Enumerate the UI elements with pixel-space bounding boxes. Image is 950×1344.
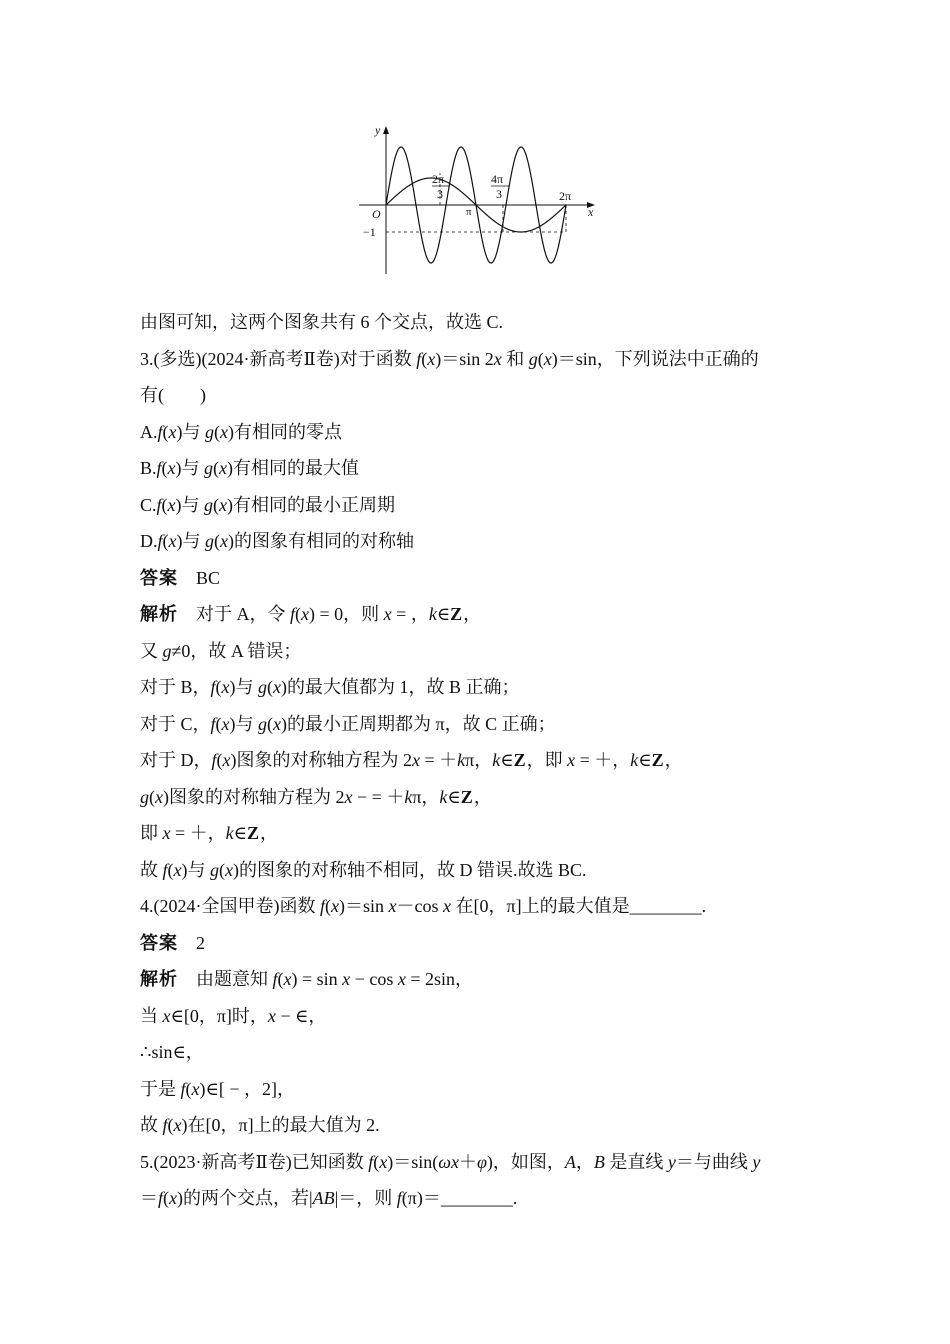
text-segment: )与 [176,531,206,551]
text-segment: ( [277,969,284,989]
text-segment: k [457,750,466,770]
text-segment: Z [246,823,260,843]
text-segment: ( [215,713,222,734]
text-segment: = ＋， [170,823,226,843]
text-segment: 答案 [140,932,178,953]
text-segment: )的两个交点，若| [177,1188,313,1208]
text-segment: 即 [140,823,163,843]
text-segment: 在[0，π]上的最大值是________. [451,896,707,916]
text-segment: x [222,750,231,770]
tick-2pi: 2π [559,189,572,203]
text-segment: x [543,348,552,369]
text-segment: g [205,531,215,551]
text-segment: f [272,969,278,989]
text-segment: 2 [196,932,205,953]
text-segment: )与 [181,859,211,880]
text-segment: ( [167,859,174,880]
text-segment: AB [312,1188,335,1208]
text-line-sol4e [140,1107,820,1144]
text-line-sol4b [140,998,820,1035]
text-segment: − = ＋ [352,786,405,807]
text-segment: 解析 [140,969,178,989]
text-segment: )有相同的最大值 [227,458,360,478]
text-segment: ∈[0，π]时， [170,1005,268,1026]
text-line-ans4 [140,925,820,962]
text-segment: Z [450,604,464,624]
text-segment: D. [140,531,158,551]
text-segment: k [428,604,437,624]
text-line-sol3g [140,815,820,852]
text-segment: k [630,750,639,770]
text-segment: ( [421,348,428,369]
tick-neg-one: −1 [363,225,376,239]
text-segment: A. [140,421,158,442]
text-line-sol3c [140,669,820,706]
text-line-sol4d [140,1071,820,1108]
text-segment: )有相同的最小正周期 [227,494,396,515]
text-segment: g [204,458,214,478]
text-segment: ( [162,531,169,551]
text-segment: ( [295,604,302,624]
text-segment: x [273,713,282,734]
text-segment: ( [185,1078,192,1099]
text-line-optD [140,523,820,560]
text-segment: (π)＝________. [401,1188,518,1208]
text-segment: x [344,786,353,807]
text-segment: A [564,1151,576,1172]
text-segment: )的最大值都为 1，故 B 正确； [281,677,520,697]
text-segment: x [220,531,229,551]
text-segment: f [180,1078,186,1099]
text-segment: )∈[ − ，2]， [199,1078,295,1099]
text-segment: ( [161,494,168,515]
text-segment: )与 [176,421,206,442]
text-line-q4 [140,888,820,925]
text-segment: f [158,1188,164,1208]
text-segment: x [273,677,282,697]
tick-pi: π [466,206,472,218]
text-segment: x [168,421,177,442]
text-segment: φ [476,1151,487,1172]
text-segment: )有相同的零点 [228,421,343,442]
text-segment: f [162,1115,168,1135]
text-segment: = ＋ [420,750,458,770]
text-segment: )的图象有相同的对称轴 [228,531,415,551]
text-segment: ( [214,421,221,442]
text-segment: 故 [140,859,163,880]
text-segment: x [221,677,230,697]
text-segment: x [220,421,229,442]
text-segment: ∈ [500,750,514,770]
text-segment: ∈ [233,823,247,843]
text-segment: x [167,458,176,478]
text-segment: x [167,494,176,515]
text-segment: x [173,1115,182,1135]
text-segment: )与 [175,494,205,515]
text-line-sol4a [140,961,820,998]
text-segment: ∈ [436,604,451,624]
text-segment: x [443,896,451,916]
text-segment: x [169,1188,178,1208]
text-segment: y [752,1151,761,1172]
text-segment: ( [162,421,169,442]
text-line-sol3b [140,633,820,670]
text-segment: k [404,786,413,807]
text-line-q5a [140,1144,820,1181]
text-segment: ( [537,348,544,369]
y-axis-arrow-icon [383,126,389,134]
text-segment: C. [140,494,157,515]
text-line-sol3h [140,852,820,889]
text-segment: x [221,713,230,734]
text-segment: 对于 B， [140,677,211,697]
text-segment: 对于 D， [140,750,212,770]
text-segment: ( [213,458,220,478]
text-segment: ， [260,823,278,843]
text-segment: x [383,604,392,624]
text-segment: )＝sin( [387,1151,439,1172]
text-segment: ， [463,604,482,624]
text-segment: 故 [140,1115,163,1135]
text-segment: x [267,1005,276,1026]
text-segment: ＋ [458,1151,477,1172]
text-segment: )图象的对称轴方程为 2 [230,750,413,770]
text-segment: |＝，则 [334,1188,397,1208]
text-segment: x [283,969,292,989]
text-line-sol3e [140,742,820,779]
text-segment: ( [149,786,155,807]
text-segment: x [427,348,436,369]
text-segment: y [667,1151,676,1172]
text-segment: π， [412,786,440,807]
text-line-sol3d [140,706,820,743]
text-segment: g [205,421,215,442]
text-segment: 对于 C， [140,713,211,734]
text-segment: f [156,494,162,515]
text-segment: ωx [438,1151,459,1172]
text-segment: )与 [229,677,259,697]
text-segment: )与 [229,713,259,734]
text-segment: x [168,531,177,551]
text-segment: x [219,458,228,478]
text-segment: 3.(多选)(2024·新高考Ⅱ卷)对于函数 [140,348,417,369]
text-segment: x [162,1005,171,1026]
text-segment: x [412,750,421,770]
text-segment: f [157,421,163,442]
text-segment: x [331,896,339,916]
text-segment: g [204,494,214,515]
text-segment: g [140,786,149,807]
text-segment: －cos [396,896,443,916]
text-segment: k [492,750,501,770]
text-segment: f [396,1188,402,1208]
text-segment: )图象的对称轴方程为 2 [163,786,345,807]
text-segment: 有( ) [140,385,206,405]
text-segment: k [225,823,234,843]
text-segment: g [162,640,172,661]
text-segment: 是直线 [604,1151,668,1172]
text-segment: 于是 [140,1078,181,1099]
text-line-optB [140,450,820,487]
text-segment: ( [267,713,274,734]
text-segment: x [219,494,228,515]
tick-2pi-3-num: 2π [432,172,445,186]
text-segment: x [397,969,406,989]
text-segment: f [156,458,162,478]
text-segment: BC [196,567,221,588]
text-segment: f [157,531,163,551]
text-segment: g [210,859,220,880]
text-segment: − cos [350,969,398,989]
tick-2pi-3-den: 3 [437,187,443,201]
function-graph-figure [355,118,605,283]
text-segment: 对于 A，令 [196,604,290,624]
text-segment: ∴sin∈， [140,1042,204,1062]
text-segment: x [493,348,502,369]
text-segment: x [162,823,171,843]
text-segment: x [191,1078,200,1099]
text-segment: ) = sin [291,969,343,989]
text-segment: f [319,896,325,916]
text-segment: f [416,348,422,369]
text-segment: k [439,786,448,807]
text-segment: g [258,713,268,734]
text-segment: ( [167,1115,174,1135]
text-segment: x [301,604,310,624]
text-segment: = ＋， [575,750,631,770]
text-segment: )＝sin [339,896,389,916]
text-segment: ，即 [526,750,568,770]
text-segment: ( [213,494,220,515]
text-segment: B [593,1151,605,1172]
text-segment: ( [215,677,222,697]
text-segment: x [567,750,576,770]
text-segment: = ， [391,604,429,624]
text-line-q5b [140,1180,820,1217]
text-line-sol3f [140,779,820,816]
text-segment: 解析 [140,604,178,624]
text-segment: g [528,348,538,369]
text-segment: ( [219,859,226,880]
document-body [140,304,820,1217]
text-segment: B. [140,458,157,478]
text-segment: ) = 0，则 [309,604,384,624]
text-segment: ( [216,750,223,770]
text-segment: ( [267,677,274,697]
text-segment: ， [664,750,683,770]
text-segment: 当 [140,1005,163,1026]
text-segment: ( [214,531,221,551]
text-segment: Z [513,750,527,770]
text-line-optA [140,414,820,451]
text-segment: ( [325,896,331,916]
text-segment: )＝sin，下列说法中正确的 [551,348,759,369]
text-segment: )的图象的对称轴不相同，故 D 错误.故选 BC. [233,859,587,880]
tick-4pi-3-num: 4π [491,172,504,186]
text-segment: )＝sin 2 [435,348,494,369]
text-segment: ≠0，故 A 错误； [171,640,302,661]
text-segment: ， [575,1151,594,1172]
text-segment: ( [161,458,168,478]
text-segment: Z [460,786,474,807]
text-segment: x [155,786,163,807]
text-segment: f [162,859,168,880]
origin-label: O [372,207,381,221]
text-segment: x [225,859,234,880]
y-axis-label: y [375,123,381,137]
text-segment: 又 [140,640,163,661]
text-segment: ∈ [638,750,652,770]
text-segment: π， [465,750,493,770]
text-segment: )，如图， [486,1151,565,1172]
text-segment: 由题意知 [196,969,273,989]
text-segment: f [368,1151,374,1172]
text-segment: 由图可知，这两个图象共有 6 个交点，故选 C. [140,312,504,332]
text-segment: − ∈， [275,1005,327,1026]
text-segment: 和 [501,348,529,369]
text-segment: 5.(2023·新高考Ⅱ卷)已知函数 [140,1151,369,1172]
text-segment: f [210,677,216,697]
text-segment: x [379,1151,388,1172]
text-segment: g [258,677,268,697]
text-segment: x [342,969,351,989]
text-segment: ， [473,786,492,807]
text-segment: )的最小正周期都为 π，故 C 正确； [281,713,556,734]
text-segment: f [211,750,217,770]
text-segment: ( [163,1188,170,1208]
text-segment: f [210,713,216,734]
text-segment: x [173,859,182,880]
text-segment: )与 [175,458,205,478]
text-line-ans3 [140,560,820,597]
text-segment: x [388,896,397,916]
text-line-sol4c [140,1034,820,1071]
text-segment: 4.(2024·全国甲卷)函数 [140,896,320,916]
text-line-q3b [140,377,820,414]
text-line-sol3a [140,596,820,633]
text-segment: )在[0，π]上的最大值为 2. [181,1115,380,1135]
text-segment: = 2sin， [405,969,473,989]
text-segment: ＝与曲线 [675,1151,753,1172]
tick-4pi-3-den: 3 [496,187,502,201]
text-segment: ＝ [140,1188,158,1208]
x-axis-label: x [588,205,594,219]
text-segment: Z [651,750,665,770]
text-segment: 答案 [140,567,178,588]
text-segment: ∈ [447,786,461,807]
text-line-q3a [140,341,820,378]
text-segment: ( [373,1151,380,1172]
text-segment: f [290,604,296,624]
text-line-p1 [140,304,820,341]
text-line-optC [140,487,820,524]
